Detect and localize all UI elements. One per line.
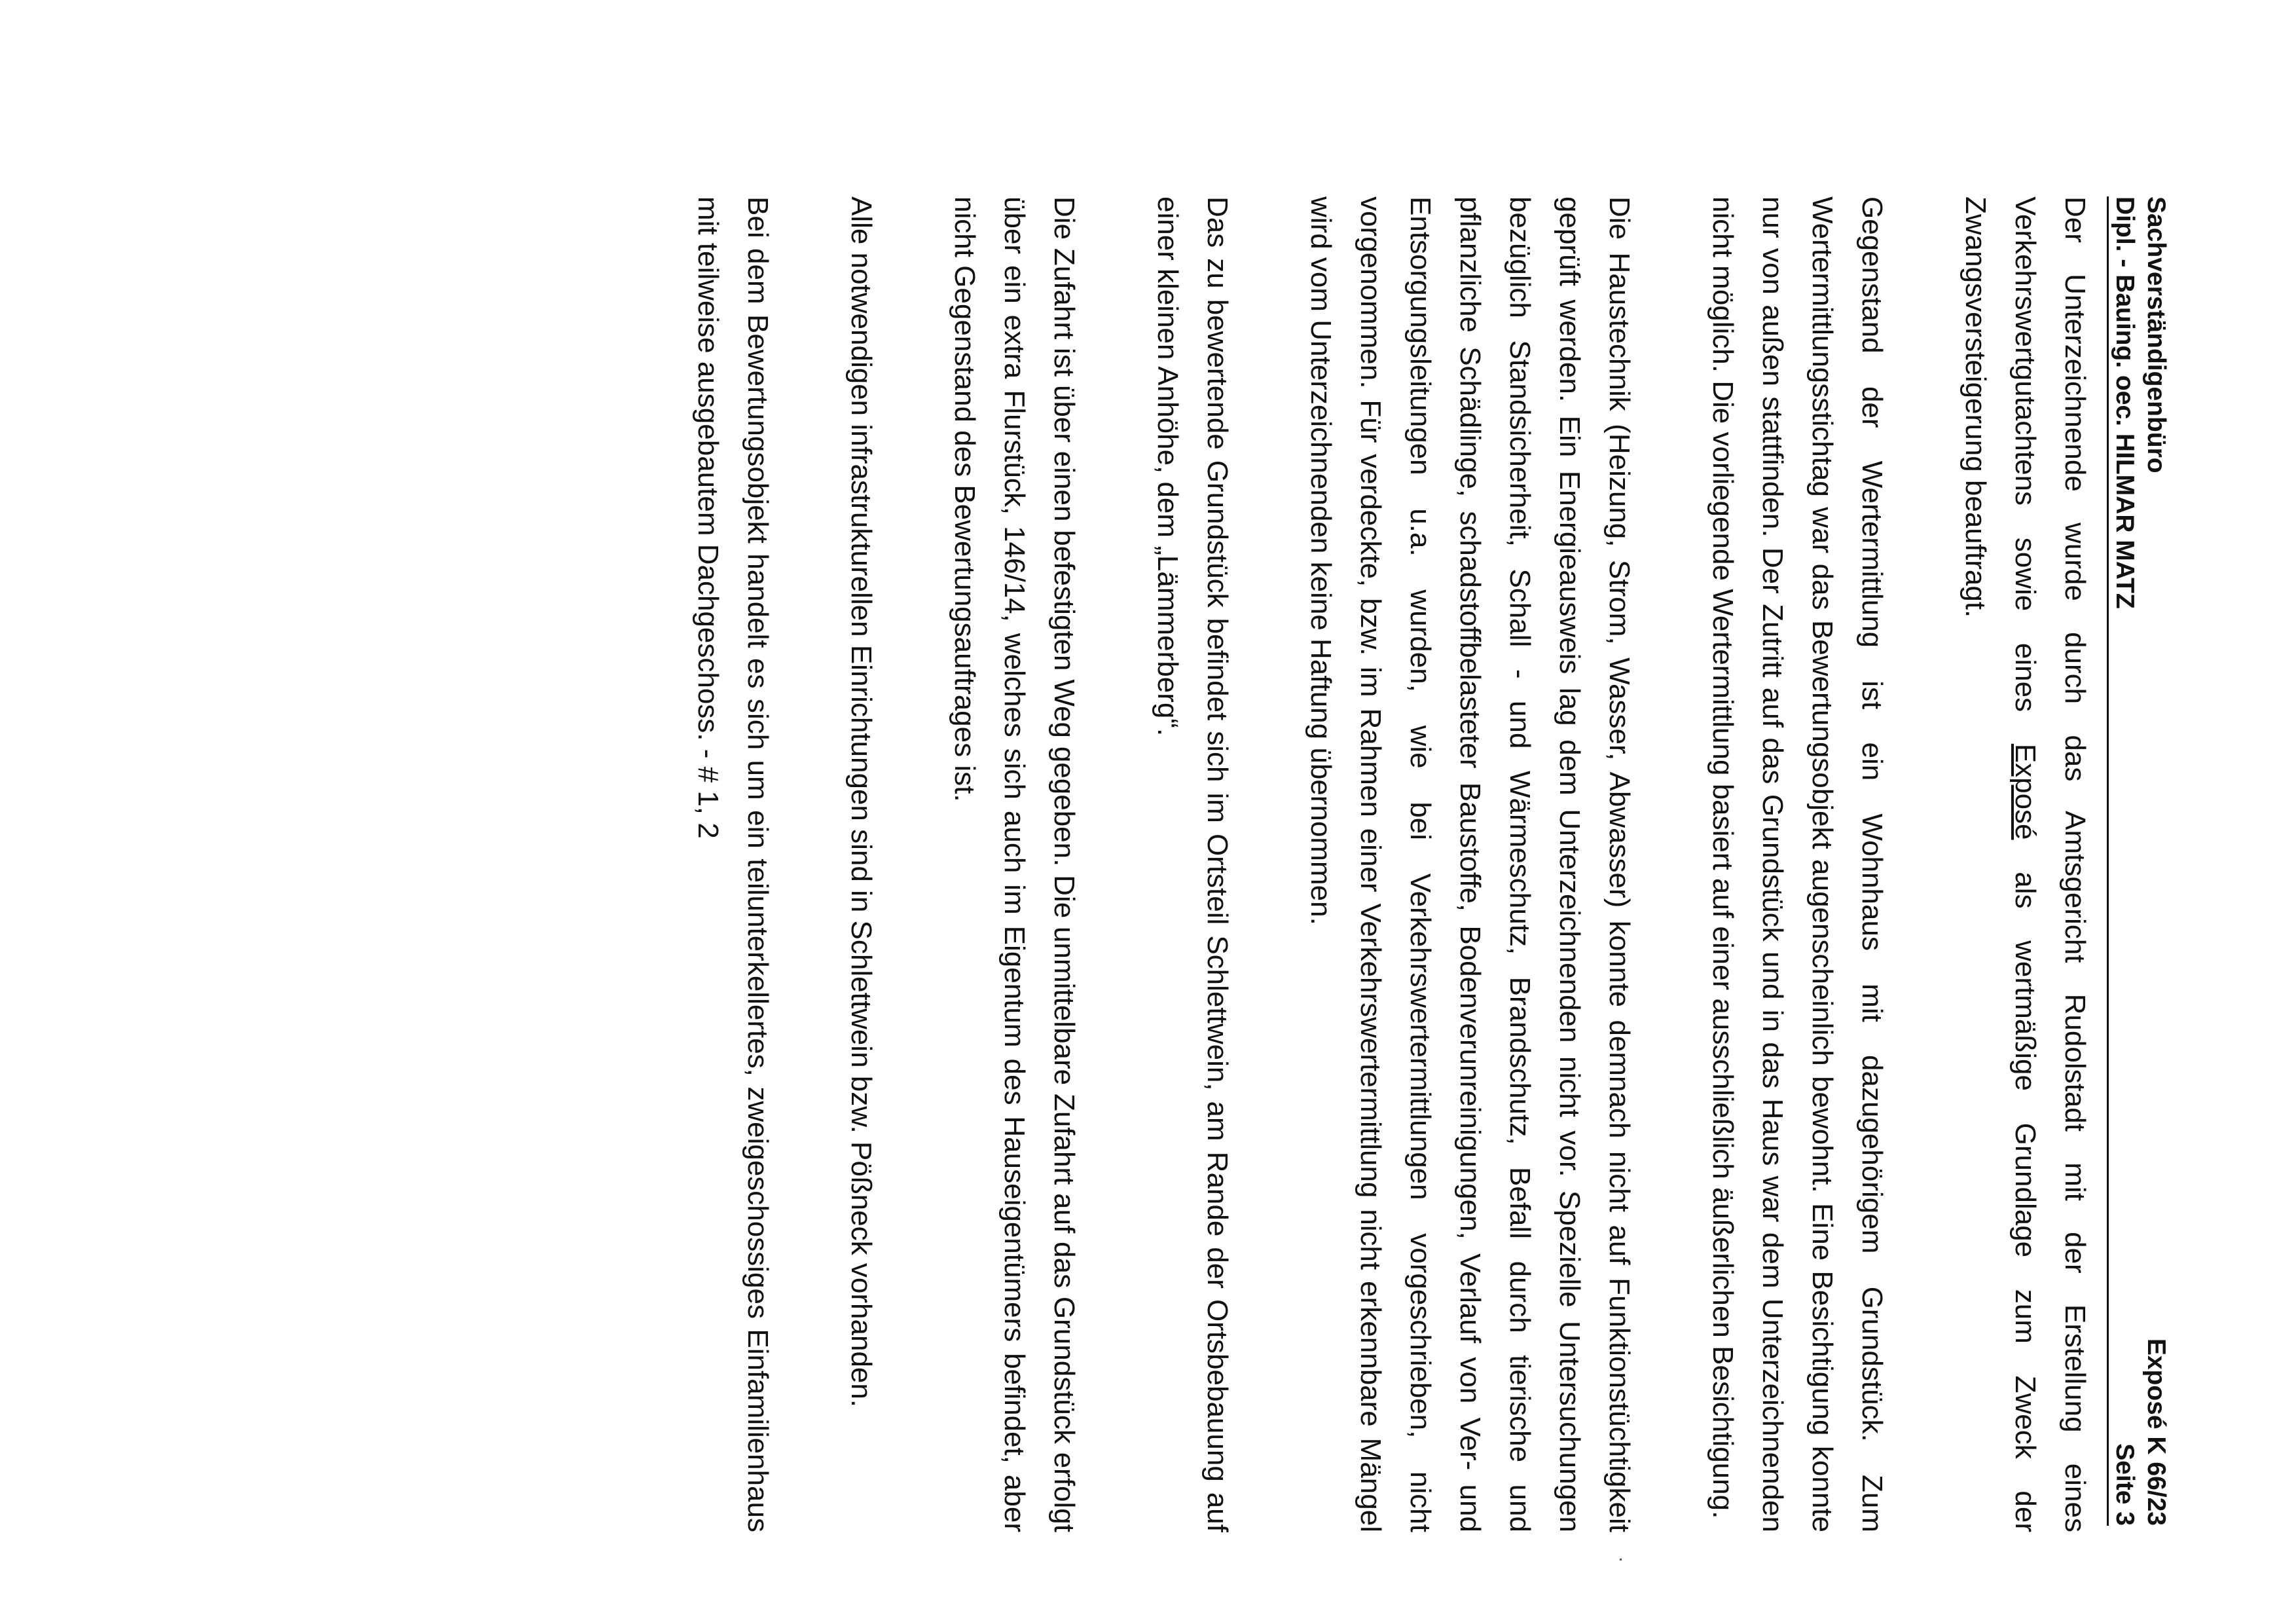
paragraph-property-description: Bei dem Bewertungsobjekt handelt es sich um ein teilunterkellertes, zweigeschossiges Einfamilienhaus mit teilweise ausgebautem Dachgeschoss. - # 1, 2 bbox=[692, 196, 774, 1532]
header-row-bottom bbox=[2107, 196, 2140, 1526]
office-name: Sachverständigenbüro bbox=[2142, 196, 2170, 473]
expert-name: Dipl. - Bauing. oec. HILMAR MATZ bbox=[2111, 196, 2139, 609]
paragraph-assignment-end: als wertmäßige Grundlage zum Zweck der Zwangsversteigerung beauftragt. bbox=[1959, 196, 2041, 1533]
paragraph-infrastructure: Alle notwendigen infrastrukturellen Einrichtungen sind in Schlettwein bzw. Pößneck vorhanden. bbox=[845, 196, 877, 1408]
paragraph-assignment bbox=[1950, 196, 2100, 1532]
document-reference: Exposé K 66/23 bbox=[2142, 1338, 2170, 1526]
page-header bbox=[2107, 196, 2172, 1526]
document-body bbox=[629, 196, 2100, 1532]
paragraph-assignment-start: Der Unterzeichnende wurde durch das Amtsgericht Rudolstadt mit der Erstellung eines Verkehrswertgutachtens sowie eines bbox=[2009, 196, 2091, 1532]
page-number: Seite 3 bbox=[2111, 1443, 2139, 1526]
header-row-top bbox=[2140, 196, 2172, 1526]
expose-term: Exposé bbox=[2009, 743, 2041, 840]
paragraph-location: Das zu bewertende Grundstück befindet sich im Ortsteil Schlettwein, am Rande der Ortsbebauung auf einer kleinen Anhöhe, dem „Lämmerberg“. bbox=[1152, 196, 1233, 1532]
paragraph-subject: Gegenstand der Wertermittlung ist ein Wohnhaus mit dazugehörigem Grundstück. Zum Wertermittlungsstichtag war das Bewertungsobjekt augenscheinlich bewohnt. Eine Besichtigung konnte nur von außen stattfinden. Der Zutritt auf das Grundstück und in das Haus war dem Unterzeichnenden nicht möglich. Die vorliegende Wertermittlung basiert auf einer ausschließlich äußerlichen Besichtigung. bbox=[1707, 196, 1888, 1532]
scan-speck bbox=[1620, 1559, 1622, 1560]
paragraph-access: Die Zufahrt ist über einen befestigten Weg gegeben. Die unmittelbare Zufahrt auf das Grundstück erfolgt über ein extra Flurstück, 146/14, welches sich auch im Eigentum des Hauseigentümers befindet, aber nicht Gegenstand des Bewertungsauftrages ist. bbox=[949, 196, 1080, 1532]
paragraph-building-services: Die Haustechnik (Heizung, Strom, Wasser, Abwasser) konnte demnach nicht auf Funktionstüchtigkeit geprüft werden. Ein Energieausweis lag dem Unterzeichnenden nicht vor. Spezielle Untersuchungen bezüglich Standsicherheit, Schall - und Wärmeschutz, Brandschutz, Befall durch tierische und pflanzliche Schädlinge, schadstoffbelasteter Baustoffe, Bodenverunreinigungen, Verlauf von Ver- und Entsorgungsleitungen u.a. wurden, wie bei Verkehrswertermittlungen vorgeschrieben, nicht vorgenommen. Für verdeckte, bzw. im Rahmen einer Verkehrswertermittlung nicht erkennbare Mängel wird vom Unterzeichnenden keine Haftung übernommen. bbox=[1305, 196, 1635, 1532]
